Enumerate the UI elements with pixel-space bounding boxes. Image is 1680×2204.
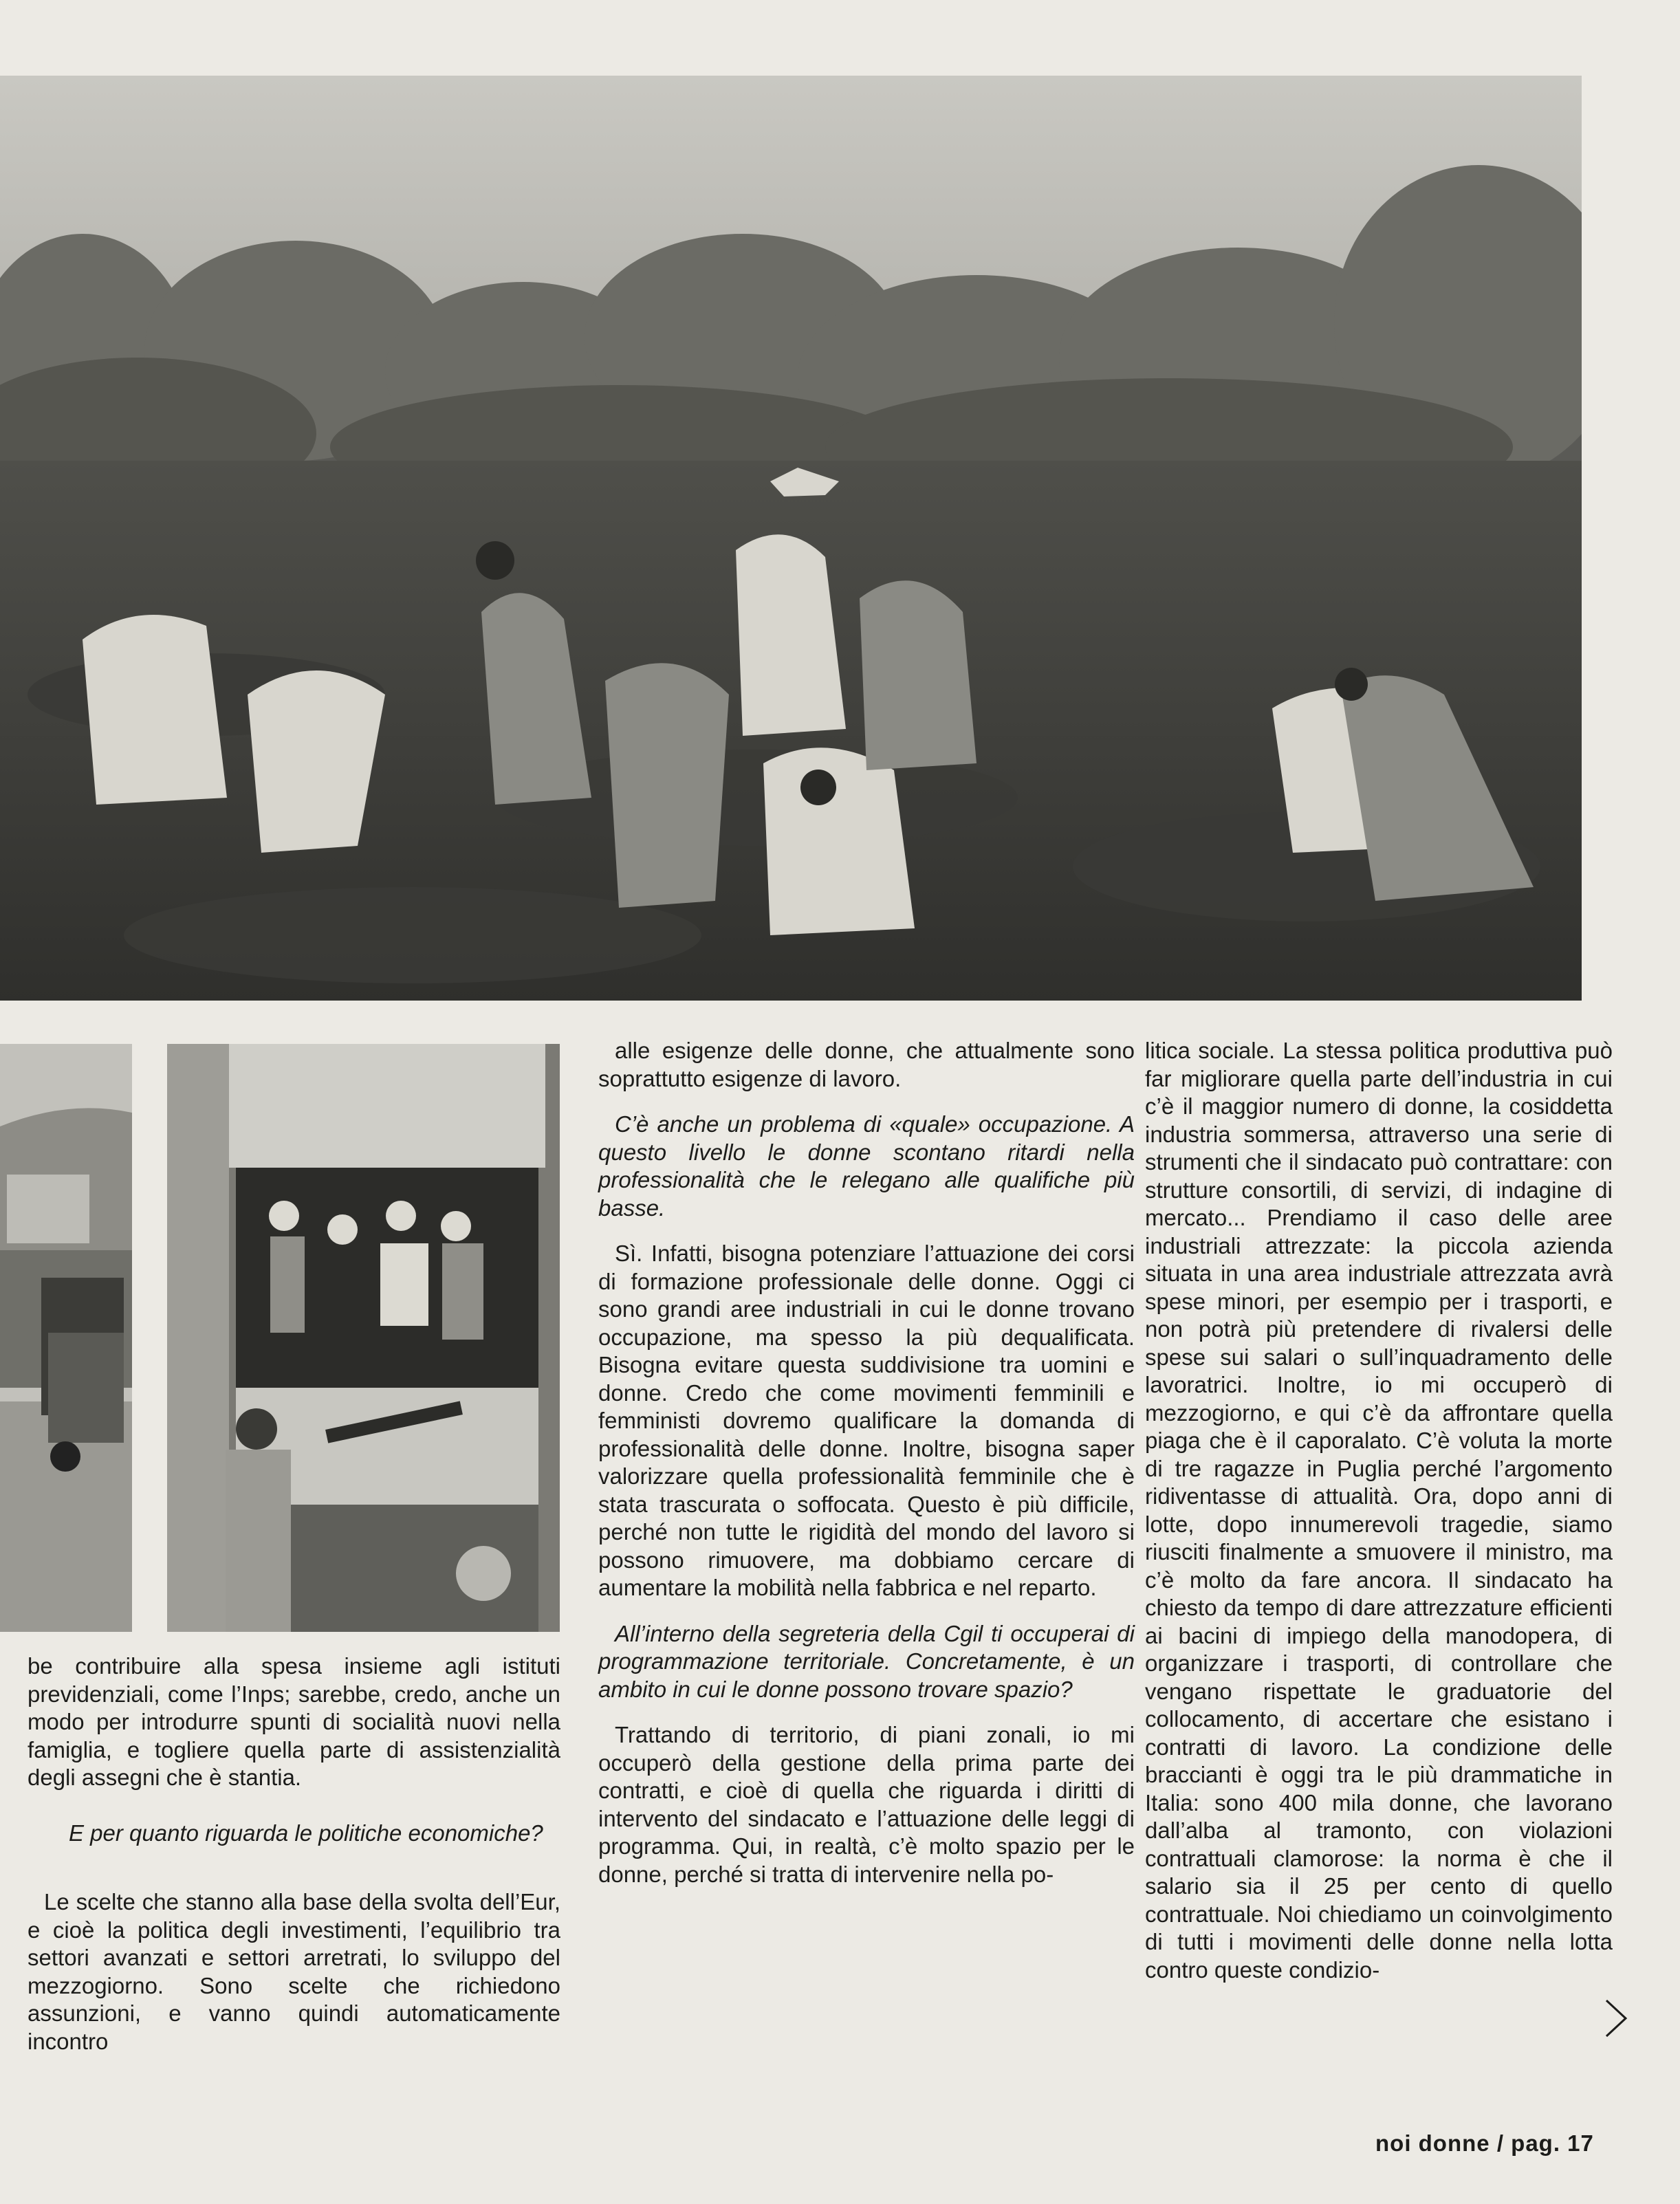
article-column-left	[28, 1652, 560, 2073]
paragraph: Trattando di territorio, di piani zonali, io mi occuperò della gestione della prima parte dei contratti, e cioè di quella che riguarda i diritti di intervento del sindacato e l’attuazione delle leggi di programma. Qui, in realtà, c’è molto spazio per le donne, perché si tratta di intervenire nella po-	[598, 1722, 1135, 1887]
paragraph: Sì. Infatti, bisogna potenziare l’attuazione dei corsi di formazione professionale delle donne. Oggi ci sono grandi aree industriali in cui le donne trovano occupazione, ma spesso la più dequalificata. Bisogna evitare questa suddivisione tra uomini e donne. Credo che come movimenti femminili e femministi dovremo qualificare la domanda di professionalità delle donne. Inoltre, bisogna saper valorizzare quella professionalità femminile che è stata trascurata o soffocata. Questo è più difficile, perché non tutte le rigidità del mondo del lavoro si possono rimuovere, ma dobbiamo cercare di aumentare la mobilità nella fabbrica e nel reparto.	[598, 1241, 1135, 1600]
continue-arrow-icon	[1602, 1998, 1630, 2039]
magazine-name: noi donne	[1375, 2130, 1490, 2156]
paragraph: Le scelte che stanno alla base della svolta dell’Eur, e cioè la politica degli investimenti, l’equilibrio tra settori avanzati e settori arretrati, lo sviluppo del mezzogiorno. Sono scelte che richiedono assunzioni, e vanno quindi automaticamente incontro	[28, 1889, 560, 2054]
interview-question: C’è anche un problema di «quale» occupazione. A questo livello le donne scontano ritardi nella professionalità che le relegano alle qualifiche più basse.	[598, 1111, 1135, 1221]
road-truck-photo	[0, 1044, 132, 1632]
page-footer	[1375, 2130, 1594, 2157]
truck-workers-photo	[167, 1044, 560, 1632]
paragraph: alle esigenze delle donne, che attualmente sono soprattutto esigenze di lavoro.	[598, 1038, 1135, 1091]
interview-question: E per quanto riguarda le politiche economiche?	[69, 1820, 543, 1846]
article-column-middle	[598, 1037, 1135, 1906]
footer-separator: /	[1496, 2130, 1504, 2156]
page-number: pag. 17	[1511, 2130, 1594, 2156]
article-column-right	[1145, 1037, 1613, 2002]
field-workers-photo	[0, 76, 1582, 1001]
interview-question: All’interno della segreteria della Cgil ti occuperai di programmazione territoriale. Concretamente, è un ambito in cui le donne possono trovare spazio?	[598, 1620, 1135, 1702]
paragraph: be contribuire alla spesa insieme agli istituti previdenziali, come l’Inps; sarebbe, credo, anche un modo per introdurre spunti di socialità nuovi nella famiglia, e togliere quella parte di assistenzialità degli assegni che è stantia.	[28, 1653, 560, 1790]
paragraph: litica sociale. La stessa politica produttiva può far migliorare quella parte dell’industria in cui c’è il maggior numero di donne, la cosiddetta industria sommersa, attraverso una serie di strumenti che il sindacato può contrattare: con strutture consortili, di servizi, di indagine di mercato... Prendiamo il caso delle aree industriali attrezzate: la piccola azienda situata in una area industriale attrezzata avrà spese minori, per esempio per i trasporti, e non potrà più pretendere di rivalersi delle spese sui salari o sull’inquadramento delle lavoratrici. Inoltre, io mi occuperò di mezzogiorno, e qui c’è da affrontare quella piaga che è il caporalato. C’è voluta la morte di tre ragazze in Puglia perché l’argomento ridiventasse di attualità. Ora, dopo anni di lotte, dopo innumerevoli tragedie, siamo riusciti finalmente a smuovere il ministro, ma c’è molto da fare ancora. Il sindacato ha chiesto da tempo di dare attrezzature efficienti ai bacini di impiego della manodopera, di organizzare i trasporti, di controllare che vengano rispettate le graduatorie del collocamento, di accertare che esistano i contratti di lavoro. La condizione delle braccianti è oggi tra le più drammatiche in Italia: sono 400 mila donne, che lavorano dall’alba al tramonto, con violazioni contrattuali clamorose: la norma è che il salario sia il 25 per cento di quello contrattuale. Noi chiediamo un coinvolgimento di tutti i movimenti delle donne nella lotta contro queste condizio-	[1145, 1038, 1613, 1983]
